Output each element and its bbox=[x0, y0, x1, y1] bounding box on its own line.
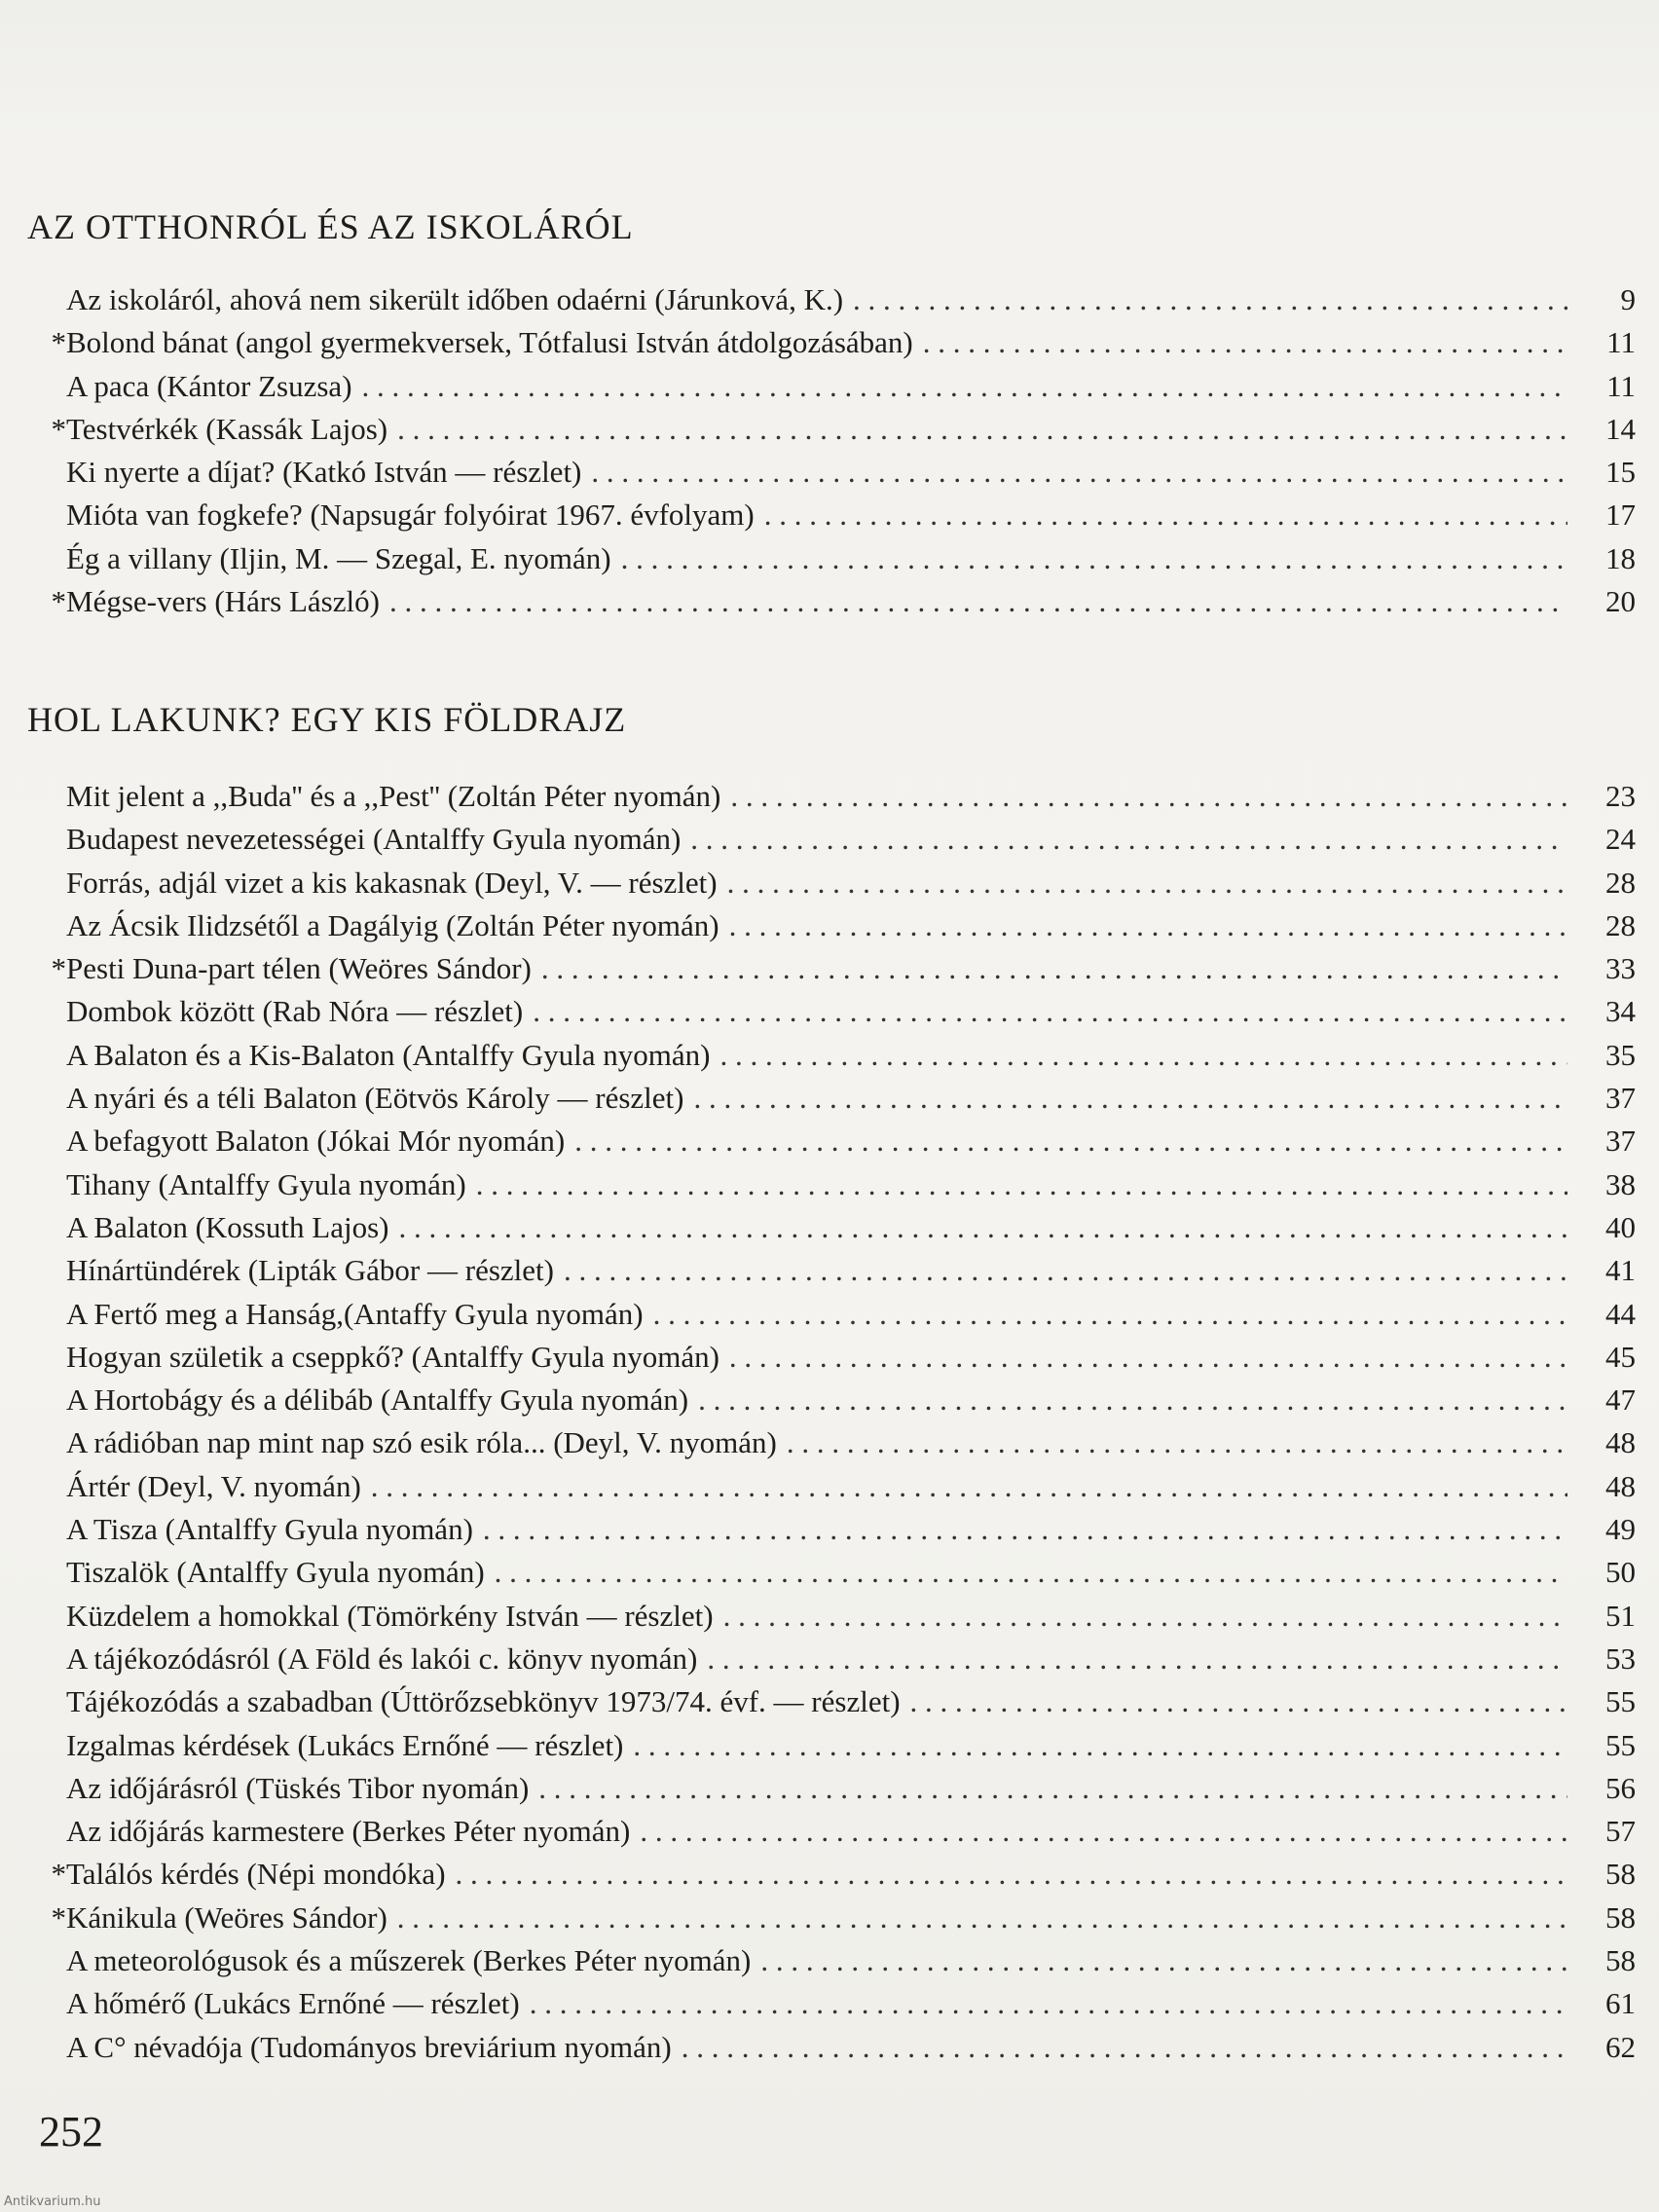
leader-dots bbox=[541, 951, 1567, 986]
leader-dots bbox=[389, 584, 1567, 619]
toc-entry bbox=[39, 1814, 1636, 1857]
leader-dots bbox=[698, 1382, 1567, 1418]
leader-dots bbox=[564, 1253, 1567, 1288]
entry-title: Az Ácsik Ilidzsétől a Dagályig (Zoltán Péter nyomán) bbox=[66, 907, 719, 942]
entry-page: 37 bbox=[1605, 1081, 1636, 1116]
toc-entry bbox=[39, 822, 1636, 865]
entry-page: 40 bbox=[1605, 1209, 1636, 1244]
entry-title: A meteorológusok és a műszerek (Berkes Péter nyomán) bbox=[66, 1943, 752, 1978]
leader-dots bbox=[690, 822, 1567, 857]
entry-star: * bbox=[51, 325, 66, 360]
entry-page: 58 bbox=[1605, 1943, 1636, 1978]
entry-title: Mit jelent a ,,Buda'' és a ,,Pest'' (Zoltán Péter nyomán) bbox=[66, 779, 721, 813]
leader-dots bbox=[399, 1210, 1568, 1245]
entry-title: A Fertő meg a Hanság,(Antaffy Gyula nyomán) bbox=[66, 1296, 644, 1331]
section-title-home-school: AZ OTTHONRÓL ÉS AZ ISKOLÁRÓL bbox=[27, 207, 634, 246]
entry-title: A befagyott Balaton (Jókai Mór nyomán) bbox=[66, 1124, 566, 1159]
entry-page: 37 bbox=[1605, 1124, 1636, 1159]
leader-dots bbox=[476, 1167, 1567, 1202]
entry-star: * bbox=[51, 1899, 66, 1935]
entry-page: 11 bbox=[1606, 325, 1636, 360]
leader-dots bbox=[653, 1297, 1567, 1332]
entry-title: Mióta van fogkefe? (Napsugár folyóirat 1967. évfolyam) bbox=[66, 498, 755, 533]
entry-title: A paca (Kántor Zsuzsa) bbox=[66, 368, 352, 403]
leader-dots bbox=[693, 1081, 1567, 1116]
toc-entry bbox=[39, 455, 1636, 498]
toc-entry bbox=[39, 1038, 1636, 1081]
toc-entry bbox=[39, 1986, 1636, 2029]
toc-entry bbox=[39, 1599, 1636, 1641]
toc-entry bbox=[39, 498, 1636, 540]
entry-page: 11 bbox=[1606, 368, 1636, 403]
entry-page: 17 bbox=[1605, 498, 1636, 533]
leader-dots bbox=[760, 1943, 1567, 1978]
entry-page: 47 bbox=[1605, 1382, 1636, 1418]
entry-star: * bbox=[51, 411, 66, 446]
leader-dots bbox=[682, 2030, 1567, 2065]
entry-page: 49 bbox=[1605, 1512, 1636, 1547]
leader-dots bbox=[495, 1555, 1567, 1590]
leader-dots bbox=[371, 1469, 1567, 1504]
entry-title: Kánikula (Weöres Sándor) bbox=[66, 1899, 387, 1935]
leader-dots bbox=[530, 1986, 1567, 2021]
entry-page: 23 bbox=[1605, 779, 1636, 813]
entry-page: 53 bbox=[1605, 1641, 1636, 1676]
entry-page: 48 bbox=[1605, 1425, 1636, 1460]
leader-dots bbox=[591, 455, 1567, 490]
toc-entry bbox=[39, 412, 1636, 455]
entry-title: Hogyan születik a cseppkő? (Antalffy Gyula nyomán) bbox=[66, 1339, 719, 1374]
entry-page: 24 bbox=[1605, 822, 1636, 857]
leader-dots bbox=[362, 369, 1567, 404]
leader-dots bbox=[707, 1641, 1567, 1677]
entry-title: A tájékozódásról (A Föld és lakói c. könyv nyomán) bbox=[66, 1641, 698, 1676]
entry-title: A Tisza (Antalffy Gyula nyomán) bbox=[66, 1512, 473, 1547]
entry-title: A Balaton és a Kis-Balaton (Antalffy Gyula nyomán) bbox=[66, 1037, 711, 1072]
toc-entry bbox=[39, 866, 1636, 908]
entry-page: 33 bbox=[1605, 951, 1636, 986]
entry-page: 44 bbox=[1605, 1296, 1636, 1331]
entry-page: 57 bbox=[1605, 1814, 1636, 1849]
entry-page: 58 bbox=[1605, 1857, 1636, 1892]
toc-entry bbox=[39, 1728, 1636, 1771]
entry-page: 55 bbox=[1605, 1727, 1636, 1762]
toc-entry bbox=[39, 779, 1636, 822]
section-title-geography: HOL LAKUNK? EGY KIS FÖLDRAJZ bbox=[27, 700, 627, 739]
entry-title: Budapest nevezetességei (Antalffy Gyula nyomán) bbox=[66, 822, 682, 857]
toc-entry bbox=[39, 951, 1636, 994]
toc-entry bbox=[39, 1641, 1636, 1684]
entry-page: 9 bbox=[1620, 282, 1636, 316]
leader-dots bbox=[729, 1340, 1567, 1375]
entry-page: 18 bbox=[1605, 540, 1636, 575]
leader-dots bbox=[633, 1728, 1567, 1763]
entry-page: 55 bbox=[1605, 1684, 1636, 1719]
entry-star: * bbox=[51, 584, 66, 619]
entry-title: A Hortobágy és a délibáb (Antalffy Gyula nyomán) bbox=[66, 1382, 689, 1418]
toc-entry bbox=[39, 1253, 1636, 1296]
toc-entry bbox=[39, 1857, 1636, 1899]
entry-title: Tiszalök (Antalffy Gyula nyomán) bbox=[66, 1555, 485, 1590]
entry-title: Ki nyerte a díjat? (Katkó István — részlet) bbox=[66, 455, 582, 490]
leader-dots bbox=[764, 498, 1567, 533]
toc-entry bbox=[39, 325, 1636, 368]
toc-list-section-1 bbox=[39, 282, 1636, 627]
leader-dots bbox=[397, 1900, 1567, 1936]
toc-entry bbox=[39, 1512, 1636, 1555]
leader-dots bbox=[483, 1512, 1567, 1547]
entry-page: 50 bbox=[1605, 1555, 1636, 1590]
toc-entry bbox=[39, 1167, 1636, 1210]
leader-dots bbox=[574, 1124, 1567, 1159]
entry-page: 48 bbox=[1605, 1468, 1636, 1503]
entry-title: Ártér (Deyl, V. nyomán) bbox=[66, 1468, 361, 1503]
entry-title: A nyári és a téli Balaton (Eötvös Károly — részlet) bbox=[66, 1081, 684, 1116]
toc-entry bbox=[39, 1943, 1636, 1986]
page-number: 252 bbox=[39, 2108, 103, 2156]
leader-dots bbox=[853, 282, 1567, 317]
leader-dots bbox=[727, 866, 1567, 901]
leader-dots bbox=[923, 325, 1567, 360]
entry-star: * bbox=[51, 1857, 66, 1892]
entry-page: 28 bbox=[1605, 907, 1636, 942]
toc-entry bbox=[39, 282, 1636, 325]
leader-dots bbox=[397, 412, 1567, 447]
entry-page: 51 bbox=[1605, 1598, 1636, 1633]
entry-page: 20 bbox=[1605, 584, 1636, 619]
entry-title: Az időjárás karmestere (Berkes Péter nyomán) bbox=[66, 1814, 631, 1849]
leader-dots bbox=[640, 1814, 1567, 1849]
entry-page: 41 bbox=[1605, 1253, 1636, 1288]
entry-title: A Balaton (Kossuth Lajos) bbox=[66, 1209, 389, 1244]
entry-title: Ég a villany (Iljin, M. — Szegal, E. nyomán) bbox=[66, 540, 611, 575]
leader-dots bbox=[621, 541, 1567, 576]
entry-page: 28 bbox=[1605, 865, 1636, 900]
entry-page: 45 bbox=[1605, 1339, 1636, 1374]
toc-entry bbox=[39, 908, 1636, 951]
entry-title: A rádióban nap mint nap szó esik róla... (Deyl, V. nyomán) bbox=[66, 1425, 777, 1460]
entry-title: A C° névadója (Tudományos breviárium nyomán) bbox=[66, 2029, 672, 2064]
entry-page: 35 bbox=[1605, 1037, 1636, 1072]
toc-entry bbox=[39, 1124, 1636, 1166]
toc-entry bbox=[39, 1469, 1636, 1512]
entry-title: Tihany (Antalffy Gyula nyomán) bbox=[66, 1166, 466, 1201]
toc-entry bbox=[39, 1382, 1636, 1425]
entry-title: Forrás, adjál vizet a kis kakasnak (Deyl, V. — részlet) bbox=[66, 865, 718, 900]
entry-title: Dombok között (Rab Nóra — részlet) bbox=[66, 994, 524, 1029]
leader-dots bbox=[787, 1425, 1567, 1460]
toc-entry bbox=[39, 1900, 1636, 1943]
entry-page: 56 bbox=[1605, 1770, 1636, 1805]
toc-entry bbox=[39, 1771, 1636, 1814]
entry-title: Tájékozódás a szabadban (Úttörőzsebkönyv 1973/74. évf. — részlet) bbox=[66, 1684, 901, 1719]
toc-entry bbox=[39, 1425, 1636, 1468]
toc-entry bbox=[39, 2030, 1636, 2073]
entry-page: 61 bbox=[1605, 1986, 1636, 2021]
toc-entry bbox=[39, 1297, 1636, 1340]
toc-entry bbox=[39, 1340, 1636, 1382]
entry-page: 15 bbox=[1605, 455, 1636, 490]
toc-list-section-2 bbox=[39, 779, 1636, 2073]
entry-title: Izgalmas kérdések (Lukács Ernőné — részlet) bbox=[66, 1727, 624, 1762]
toc-entry bbox=[39, 584, 1636, 627]
entry-title: Bolond bánat (angol gyermekversek, Tótfalusi István átdolgozásában) bbox=[66, 325, 913, 360]
entry-star: * bbox=[51, 951, 66, 986]
entry-page: 62 bbox=[1605, 2029, 1636, 2064]
leader-dots bbox=[719, 1038, 1567, 1073]
leader-dots bbox=[729, 908, 1567, 943]
leader-dots bbox=[910, 1684, 1567, 1719]
toc-entry bbox=[39, 369, 1636, 412]
entry-title: Küzdelem a homokkal (Tömörkény István — részlet) bbox=[66, 1598, 714, 1633]
watermark-text: Antikvarium.hu bbox=[4, 2194, 101, 2209]
entry-page: 58 bbox=[1605, 1899, 1636, 1935]
toc-entry bbox=[39, 1081, 1636, 1124]
entry-page: 38 bbox=[1605, 1166, 1636, 1201]
leader-dots bbox=[538, 1771, 1567, 1806]
entry-title: Az időjárásról (Tüskés Tibor nyomán) bbox=[66, 1770, 530, 1805]
entry-title: Hínártündérek (Lipták Gábor — részlet) bbox=[66, 1253, 554, 1288]
entry-title: Testvérkék (Kassák Lajos) bbox=[66, 411, 388, 446]
leader-dots bbox=[730, 779, 1567, 814]
entry-title: Az iskoláról, ahová nem sikerült időben odaérni (Járunková, K.) bbox=[66, 282, 844, 316]
leader-dots bbox=[456, 1857, 1567, 1892]
leader-dots bbox=[533, 994, 1567, 1029]
toc-entry bbox=[39, 541, 1636, 584]
toc-entry bbox=[39, 1684, 1636, 1727]
entry-title: Pesti Duna-part télen (Weöres Sándor) bbox=[66, 951, 532, 986]
toc-entry bbox=[39, 1555, 1636, 1598]
entry-page: 14 bbox=[1605, 411, 1636, 446]
toc-entry bbox=[39, 1210, 1636, 1253]
entry-page: 34 bbox=[1605, 994, 1636, 1029]
leader-dots bbox=[723, 1599, 1567, 1634]
toc-entry bbox=[39, 994, 1636, 1037]
entry-title: A hőmérő (Lukács Ernőné — részlet) bbox=[66, 1986, 520, 2021]
entry-title: Találós kérdés (Népi mondóka) bbox=[66, 1857, 446, 1892]
entry-title: Mégse-vers (Hárs László) bbox=[66, 584, 380, 619]
